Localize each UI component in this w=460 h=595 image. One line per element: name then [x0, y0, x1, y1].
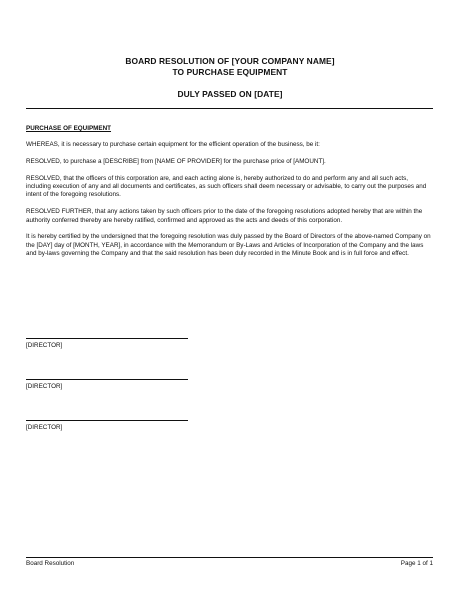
- paragraph-resolved-further: RESOLVED FURTHER, that any actions taken by such officers prior to the date of the foregoing resolutions adopted hereby that are within the authority conferred thereby are hereby ratified, confirmed and approved as the acts and deeds of this corporation.: [26, 208, 423, 224]
- signature-label: [DIRECTOR]: [26, 424, 63, 431]
- document-title-block: [26, 56, 434, 100]
- signature-block-3: [26, 420, 188, 432]
- paragraph-resolved-officers: RESOLVED, that the officers of this corporation are, and each acting alone is, hereby authorized to do and perform any and all such acts, including execution of any and all documents and certificates, as such officers shall deem necessary or advisable, to carry out the purposes and intent of the foregoing resolutions.: [26, 174, 427, 199]
- header-divider: [26, 108, 433, 109]
- document-subtitle: DULY PASSED ON [DATE]: [177, 89, 283, 99]
- document-body: [26, 125, 434, 267]
- paragraph-certification: It is hereby certified by the undersigned that the foregoing resolution was duly passed by the Board of Directors of the above-named Company on the [DAY] day of [MONTH, YEAR], in accordance with the Memorandum or By-Laws and Articles of Incorporation of the Company and the laws and by-laws governing the Company and that the said resolution has been duly recorded in the Minute Book and is in full force and effect.: [26, 233, 431, 258]
- signature-label: [DIRECTOR]: [26, 342, 63, 349]
- document-title-line-1: BOARD RESOLUTION OF [YOUR COMPANY NAME]: [125, 56, 335, 66]
- signature-label: [DIRECTOR]: [26, 383, 63, 390]
- signature-block-1: [26, 338, 188, 350]
- paragraph-resolved-purchase: RESOLVED, to purchase a [DESCRIBE] from [NAME OF PROVIDER] for the purchase price of [AMOUNT].: [26, 157, 326, 165]
- footer-page-number: Page 1 of 1: [400, 560, 433, 567]
- footer-document-name: Board Resolution: [26, 560, 75, 567]
- footer-divider: [26, 557, 433, 558]
- document-title-line-2: TO PURCHASE EQUIPMENT: [172, 66, 288, 77]
- section-heading: PURCHASE OF EQUIPMENT: [26, 125, 112, 132]
- paragraph-whereas: WHEREAS, it is necessary to purchase certain equipment for the efficient operation of the business, be it:: [26, 140, 320, 148]
- signature-block-2: [26, 379, 188, 391]
